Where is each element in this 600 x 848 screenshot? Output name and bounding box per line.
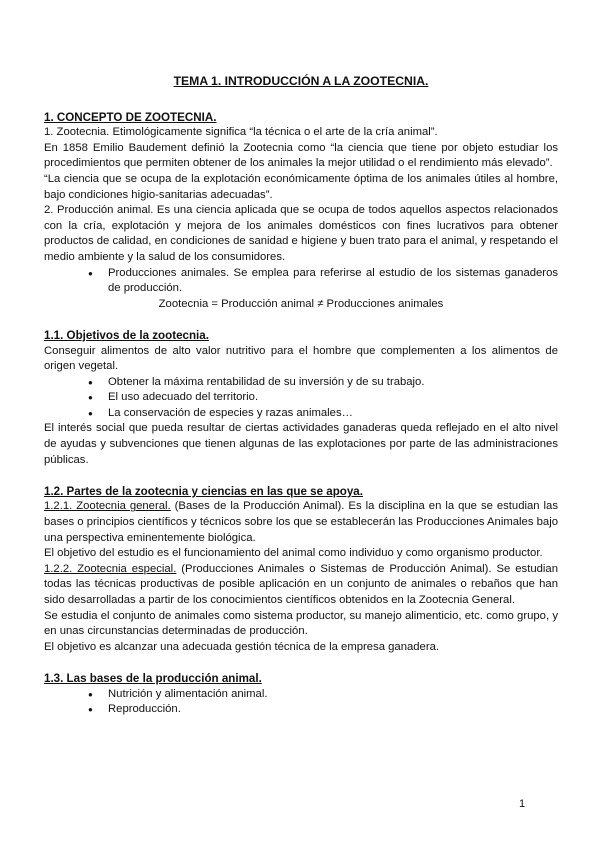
list-item: ● La conservación de especies y razas animales… [88, 406, 558, 422]
formula: Zootecnia = Producción animal ≠ Producciones animales [158, 297, 444, 310]
paragraph: “La ciencia que se ocupa de la explotación económicamente óptima de los animales útiles al hombre, bajo condiciones higio-sanitarias adecuadas”. [44, 172, 558, 201]
section-heading-objetivos: 1.1. Objetivos de la zootecnia. [44, 328, 209, 342]
list-item: ● El uso adecuado del territorio. [88, 390, 558, 406]
subsection-label: 1.2.1. Zootecnia general. [44, 500, 171, 513]
paragraph: El interés social que pueda resultar de ciertas actividades ganaderas queda reflejado en el alto nivel de ayudas y subvenciones que tienen algunas de las explotaciones por parte de las administraciones públicas. [44, 422, 558, 466]
bullet-list [44, 687, 558, 718]
section-heading-bases: 1.3. Las bases de la producción animal. [44, 671, 262, 685]
paragraph: 2. Producción animal. Es una ciencia aplicada que se ocupa de todos aquellos aspectos relacionados con la cría, explotación y mejora de los animales domésticos con fines lucrativos para obtener productos de calidad, en condiciones de sanidad e higiene y buen trato para el animal, y respetando el medio ambiente y la salud de los consumidores. [44, 204, 558, 263]
paragraph: En 1858 Emilio Baudement definió la Zootecnia como “la ciencia que tiene por objeto estudiar los procedimientos que permiten obtener de los animales la mejor utilidad o el rendimiento más elevado”. [44, 141, 558, 170]
page-title: TEMA 1. INTRODUCCIÓN A LA ZOOTECNIA. [173, 74, 429, 88]
paragraph [44, 499, 558, 546]
list-item: ● Obtener la máxima rentabilidad de su inversión y de su trabajo. [88, 375, 558, 391]
paragraph-text: (Producciones Animales o Sistemas de Producción Animal). Se estudian todas las técnicas productivas de posible aplicación en un conjunto de animales o rebaños que han sido desarrolladas a partir de los conocimientos científicos obtenidos en la Zootecnia General. [44, 562, 558, 606]
list-item: ● Producciones animales. Se emplea para referirse al estudio de los sistemas ganaderos de producción. [88, 266, 558, 297]
bullet-list [44, 266, 558, 297]
subsection-label: 1.2.2. Zootecnia especial. [44, 562, 177, 575]
paragraph: Se estudia el conjunto de animales como sistema productor, su manejo alimenticio, etc. como grupo, y en unas circunstancias determinadas de producción. [44, 609, 558, 638]
bullet-list [44, 375, 558, 422]
paragraph: 1. Zootecnia. Etimológicamente significa “la técnica o el arte de la cría animal”. [44, 126, 438, 139]
paragraph: Conseguir alimentos de alto valor nutritivo para el hombre que complementen a los alimentos de origen vegetal. [44, 344, 558, 373]
paragraph: El objetivo del estudio es el funcionamiento del animal como individuo y como organismo productor. [44, 547, 543, 560]
page-number: 1 [519, 798, 526, 810]
paragraph: El objetivo es alcanzar una adecuada gestión técnica de la empresa ganadera. [44, 640, 440, 653]
paragraph [44, 562, 558, 609]
list-item: ● Reproducción. [88, 702, 558, 718]
paragraph-text: (Bases de la Producción Animal). Es la disciplina en la que se estudian las bases o principios científicos y técnicos sobre los que se establecerán las Producciones Animales bajo una perspectiva eminentemente biológica. [44, 500, 558, 544]
section-heading-partes: 1.2. Partes de la zootecnia y ciencias en las que se apoya. [44, 484, 363, 498]
section-heading-concepto: 1. CONCEPTO DE ZOOTECNIA. [44, 110, 217, 124]
list-item: ● Nutrición y alimentación animal. [88, 687, 558, 703]
document-body [44, 74, 558, 718]
